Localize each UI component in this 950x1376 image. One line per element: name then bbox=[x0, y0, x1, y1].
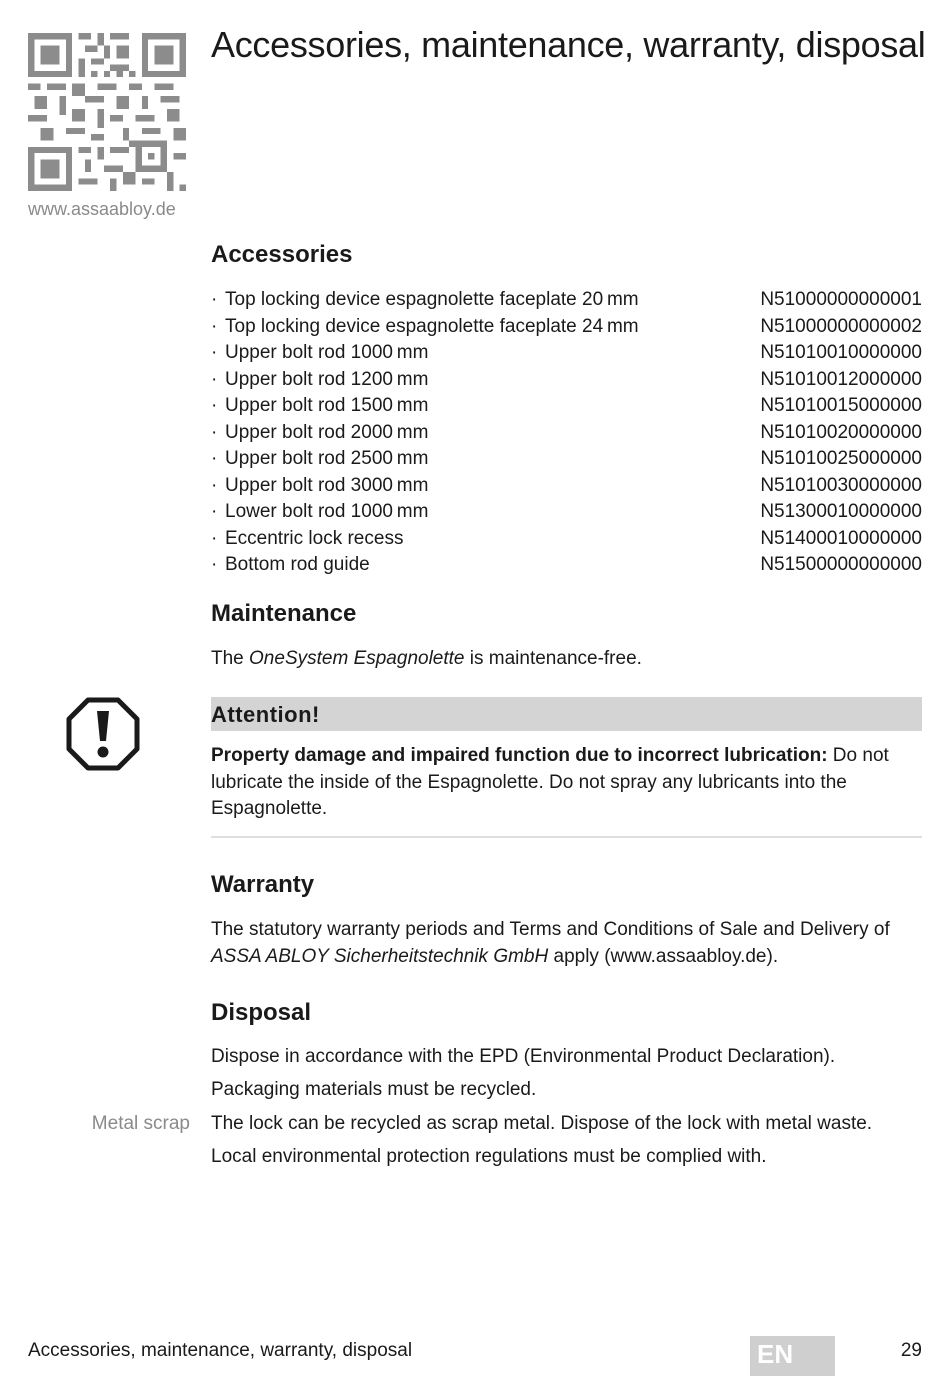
bullet-icon: · bbox=[211, 368, 218, 390]
accessory-item bbox=[211, 499, 922, 526]
language-label: EN bbox=[757, 1339, 794, 1369]
accessory-code: N51300010000000 bbox=[760, 501, 922, 522]
accessory-code: N51000000000002 bbox=[760, 315, 922, 337]
accessory-item bbox=[211, 367, 922, 394]
page-number: 29 bbox=[900, 1340, 922, 1361]
bullet-icon: · bbox=[211, 448, 218, 469]
accessory-item bbox=[211, 340, 922, 367]
accessory-code: N51010020000000 bbox=[760, 421, 922, 443]
bullet-icon: · bbox=[211, 527, 218, 549]
maintenance-heading: Maintenance bbox=[211, 600, 357, 627]
bullet-icon: · bbox=[211, 421, 218, 443]
accessory-label: · Bottom rod guide bbox=[211, 552, 370, 579]
accessory-code: N51010015000000 bbox=[760, 395, 922, 416]
disposal-line-metal: The lock can be recycled as scrap metal. Dispose of the lock with metal waste. bbox=[211, 1113, 873, 1134]
section-divider bbox=[211, 836, 922, 838]
accessory-label: · Upper bolt rod 2500 mm bbox=[211, 446, 428, 473]
accessory-label: · Top locking device espagnolette faceplate 24 mm bbox=[211, 314, 639, 341]
disposal-line-epd: Dispose in accordance with the EPD (Environmental Product Declaration). bbox=[211, 1046, 836, 1067]
bullet-icon: · bbox=[211, 342, 218, 363]
accessory-label: · Upper bolt rod 1000 mm bbox=[211, 340, 428, 367]
footer-section-title: Accessories, maintenance, warranty, disposal bbox=[28, 1340, 413, 1361]
disposal-heading: Disposal bbox=[211, 999, 312, 1026]
bullet-icon: · bbox=[211, 315, 218, 337]
accessory-label: · Upper bolt rod 1200 mm bbox=[211, 367, 428, 394]
bullet-icon: · bbox=[211, 474, 218, 496]
accessory-label: · Eccentric lock recess bbox=[211, 526, 403, 553]
disposal-line-packaging: Packaging materials must be recycled. bbox=[211, 1079, 537, 1100]
accessory-code: N51010030000000 bbox=[760, 474, 922, 496]
warranty-heading: Warranty bbox=[211, 871, 315, 898]
accessory-code: N51010025000000 bbox=[760, 448, 922, 469]
metal-scrap-label: Metal scrap bbox=[91, 1113, 190, 1134]
accessory-code: N51400010000000 bbox=[760, 527, 922, 549]
maintenance-text: The OneSystem Espagnolette is maintenance-free. bbox=[211, 648, 642, 669]
accessory-code: N51000000000001 bbox=[760, 289, 922, 310]
website-url[interactable]: www.assaabloy.de bbox=[28, 199, 176, 219]
accessories-list bbox=[211, 287, 922, 579]
accessories-heading: Accessories bbox=[211, 241, 353, 268]
bullet-icon: · bbox=[211, 554, 218, 575]
accessory-item bbox=[211, 420, 922, 447]
accessory-code: N51500000000000 bbox=[760, 554, 922, 575]
accessory-label: · Upper bolt rod 3000 mm bbox=[211, 473, 428, 500]
disposal-line-regulations: Local environmental protection regulations must be complied with. bbox=[211, 1146, 767, 1167]
accessory-item bbox=[211, 526, 922, 553]
accessory-label: · Upper bolt rod 2000 mm bbox=[211, 420, 428, 447]
accessory-label: · Lower bolt rod 1000 mm bbox=[211, 499, 428, 526]
bullet-icon: · bbox=[211, 289, 218, 310]
accessory-code: N51010012000000 bbox=[760, 368, 922, 390]
accessory-code: N51010010000000 bbox=[760, 342, 922, 363]
attention-text: Property damage and impaired function due to incorrect lubrication: Do not lubricate the inside of the Espagnolette. Do not spray any lubricants into the Espagnolette. bbox=[211, 745, 889, 819]
accessory-item bbox=[211, 473, 922, 500]
accessory-item bbox=[211, 552, 922, 579]
bullet-icon: · bbox=[211, 395, 218, 416]
attention-label: Attention! bbox=[211, 702, 320, 727]
bullet-icon: · bbox=[211, 501, 218, 522]
accessory-item bbox=[211, 314, 922, 341]
accessory-item bbox=[211, 446, 922, 473]
warranty-text: The statutory warranty periods and Terms and Conditions of Sale and Delivery of ASSA ABLOY Sicherheitstechnik GmbH apply (www.assaabloy.de). bbox=[211, 919, 890, 967]
accessory-item bbox=[211, 287, 922, 314]
accessory-label: · Top locking device espagnolette faceplate 20 mm bbox=[211, 287, 639, 314]
accessory-label: · Upper bolt rod 1500 mm bbox=[211, 393, 428, 420]
qr-code-icon bbox=[28, 33, 186, 191]
page-title: Accessories, maintenance, warranty, disposal bbox=[211, 24, 926, 65]
accessory-item bbox=[211, 393, 922, 420]
warning-octagon-icon bbox=[66, 697, 140, 771]
